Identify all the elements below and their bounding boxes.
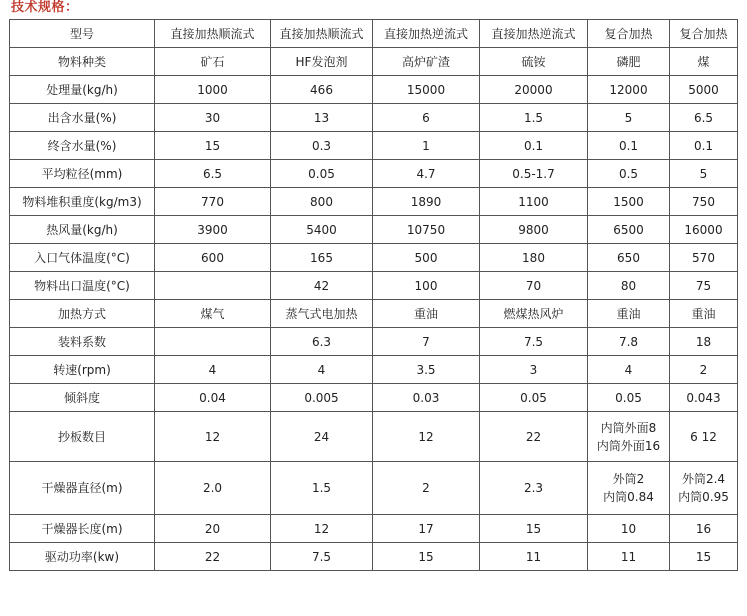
table-cell: 2.0 — [155, 462, 271, 515]
table-cell — [155, 272, 271, 300]
table-cell: 0.1 — [588, 132, 670, 160]
table-cell: 4 — [588, 356, 670, 384]
table-cell: 7.5 — [271, 543, 373, 571]
table-cell: 570 — [670, 244, 738, 272]
table-row — [10, 300, 738, 328]
table-cell: 0.043 — [670, 384, 738, 412]
row-label: 转速(rpm) — [10, 356, 155, 384]
row-label: 装料系数 — [10, 328, 155, 356]
table-row — [10, 515, 738, 543]
table-row — [10, 356, 738, 384]
table-cell: 0.04 — [155, 384, 271, 412]
table-row — [10, 132, 738, 160]
table-cell: 600 — [155, 244, 271, 272]
table-cell: 0.05 — [480, 384, 588, 412]
row-label: 终含水量(%) — [10, 132, 155, 160]
table-cell: 2 — [670, 356, 738, 384]
table-cell: 直接加热逆流式 — [373, 20, 480, 48]
table-cell: 12 — [271, 515, 373, 543]
spec-table — [9, 19, 738, 571]
table-cell: 外筒2.4 内筒0.95 — [670, 462, 738, 515]
table-row — [10, 48, 738, 76]
table-cell: 0.5-1.7 — [480, 160, 588, 188]
table-cell: 11 — [480, 543, 588, 571]
row-label: 物料种类 — [10, 48, 155, 76]
table-cell: 煤 — [670, 48, 738, 76]
table-cell: 3900 — [155, 216, 271, 244]
table-row — [10, 272, 738, 300]
table-cell: HF发泡剂 — [271, 48, 373, 76]
table-cell: 42 — [271, 272, 373, 300]
table-cell: 165 — [271, 244, 373, 272]
row-label: 处理量(kg/h) — [10, 76, 155, 104]
table-cell: 770 — [155, 188, 271, 216]
table-cell: 12000 — [588, 76, 670, 104]
row-label: 抄板数目 — [10, 412, 155, 462]
table-cell: 磷肥 — [588, 48, 670, 76]
row-label: 出含水量(%) — [10, 104, 155, 132]
table-cell: 9800 — [480, 216, 588, 244]
table-row — [10, 216, 738, 244]
table-cell: 煤气 — [155, 300, 271, 328]
table-cell: 6 — [373, 104, 480, 132]
table-cell: 内筒外面8 内筒外面16 — [588, 412, 670, 462]
table-cell: 蒸气式电加热 — [271, 300, 373, 328]
table-cell: 1 — [373, 132, 480, 160]
table-cell: 650 — [588, 244, 670, 272]
section-title: 技术规格： — [11, 0, 79, 15]
row-label: 干燥器直径(m) — [10, 462, 155, 515]
table-cell: 0.05 — [271, 160, 373, 188]
row-label: 干燥器长度(m) — [10, 515, 155, 543]
table-row — [10, 76, 738, 104]
table-cell: 0.1 — [480, 132, 588, 160]
table-row — [10, 543, 738, 571]
table-cell: 1100 — [480, 188, 588, 216]
table-cell: 10750 — [373, 216, 480, 244]
table-cell: 75 — [670, 272, 738, 300]
table-cell: 7.5 — [480, 328, 588, 356]
table-cell: 0.05 — [588, 384, 670, 412]
table-cell: 3 — [480, 356, 588, 384]
table-cell: 180 — [480, 244, 588, 272]
table-cell: 24 — [271, 412, 373, 462]
table-cell: 6.5 — [155, 160, 271, 188]
table-cell: 30 — [155, 104, 271, 132]
table-cell: 矿石 — [155, 48, 271, 76]
table-cell: 7 — [373, 328, 480, 356]
row-label: 入口气体温度(°C) — [10, 244, 155, 272]
table-cell: 1000 — [155, 76, 271, 104]
row-label: 驱动功率(kw) — [10, 543, 155, 571]
table-cell: 高炉矿渣 — [373, 48, 480, 76]
table-cell: 6.5 — [670, 104, 738, 132]
table-cell: 800 — [271, 188, 373, 216]
table-cell: 11 — [588, 543, 670, 571]
table-cell: 0.03 — [373, 384, 480, 412]
table-row — [10, 160, 738, 188]
table-cell: 0.5 — [588, 160, 670, 188]
table-cell: 12 — [155, 412, 271, 462]
table-cell: 466 — [271, 76, 373, 104]
table-cell: 5 — [670, 160, 738, 188]
table-cell: 0.3 — [271, 132, 373, 160]
row-label: 加热方式 — [10, 300, 155, 328]
table-cell: 重油 — [670, 300, 738, 328]
table-row — [10, 188, 738, 216]
table-cell: 1890 — [373, 188, 480, 216]
table-cell: 20000 — [480, 76, 588, 104]
table-cell: 3.5 — [373, 356, 480, 384]
table-row — [10, 104, 738, 132]
table-cell: 1.5 — [271, 462, 373, 515]
row-label: 热风量(kg/h) — [10, 216, 155, 244]
row-label: 平均粒径(mm) — [10, 160, 155, 188]
table-cell: 外筒2 内筒0.84 — [588, 462, 670, 515]
table-cell: 0.005 — [271, 384, 373, 412]
table-cell: 复合加热 — [670, 20, 738, 48]
row-label: 物料出口温度(°C) — [10, 272, 155, 300]
table-row — [10, 412, 738, 462]
table-cell: 重油 — [373, 300, 480, 328]
table-cell: 22 — [155, 543, 271, 571]
table-cell: 5 — [588, 104, 670, 132]
table-cell: 22 — [480, 412, 588, 462]
table-cell: 10 — [588, 515, 670, 543]
table-cell: 15 — [373, 543, 480, 571]
table-row — [10, 328, 738, 356]
table-row — [10, 20, 738, 48]
table-cell: 直接加热顺流式 — [271, 20, 373, 48]
table-cell: 15 — [155, 132, 271, 160]
table-cell: 20 — [155, 515, 271, 543]
table-cell: 16 — [670, 515, 738, 543]
table-cell: 硫铵 — [480, 48, 588, 76]
table-cell: 复合加热 — [588, 20, 670, 48]
table-cell — [155, 328, 271, 356]
row-label: 物料堆积重度(kg/m3) — [10, 188, 155, 216]
table-cell: 15 — [480, 515, 588, 543]
table-cell: 6.3 — [271, 328, 373, 356]
table-cell: 18 — [670, 328, 738, 356]
table-cell: 7.8 — [588, 328, 670, 356]
table-cell: 重油 — [588, 300, 670, 328]
table-cell: 17 — [373, 515, 480, 543]
row-label: 型号 — [10, 20, 155, 48]
table-cell: 5400 — [271, 216, 373, 244]
table-cell: 13 — [271, 104, 373, 132]
table-cell: 6 12 — [670, 412, 738, 462]
table-cell: 4 — [155, 356, 271, 384]
table-row — [10, 244, 738, 272]
table-cell: 15000 — [373, 76, 480, 104]
table-cell: 5000 — [670, 76, 738, 104]
table-cell: 6500 — [588, 216, 670, 244]
table-cell: 70 — [480, 272, 588, 300]
table-row — [10, 462, 738, 515]
table-cell: 4 — [271, 356, 373, 384]
table-cell: 750 — [670, 188, 738, 216]
table-cell: 100 — [373, 272, 480, 300]
table-cell: 1500 — [588, 188, 670, 216]
table-cell: 2.3 — [480, 462, 588, 515]
table-cell: 2 — [373, 462, 480, 515]
table-cell: 燃煤热风炉 — [480, 300, 588, 328]
row-label: 倾斜度 — [10, 384, 155, 412]
table-cell: 0.1 — [670, 132, 738, 160]
table-cell: 12 — [373, 412, 480, 462]
table-cell: 4.7 — [373, 160, 480, 188]
table-cell: 直接加热顺流式 — [155, 20, 271, 48]
table-row — [10, 384, 738, 412]
table-cell: 1.5 — [480, 104, 588, 132]
table-cell: 直接加热逆流式 — [480, 20, 588, 48]
table-cell: 500 — [373, 244, 480, 272]
table-cell: 80 — [588, 272, 670, 300]
table-cell: 15 — [670, 543, 738, 571]
table-cell: 16000 — [670, 216, 738, 244]
